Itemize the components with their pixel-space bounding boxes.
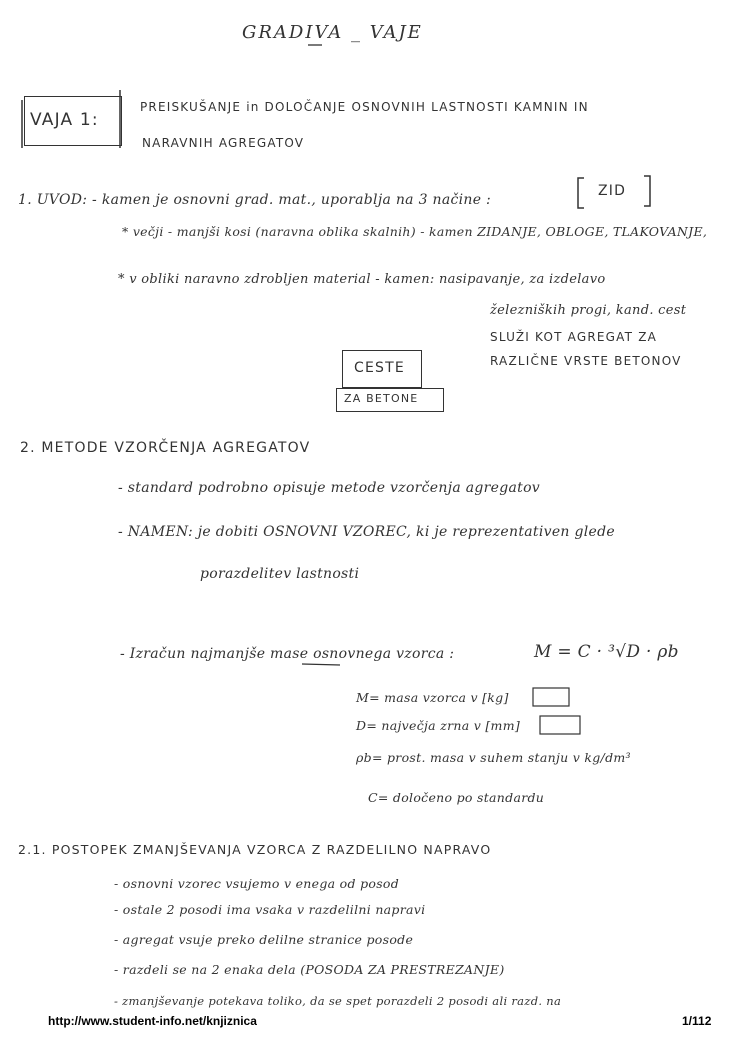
section-1-line3: železniških progi, kand. cest	[490, 303, 687, 318]
betone-label: ZA BETONE	[344, 392, 419, 405]
section-1-heading: 1. UVOD: - kamen je osnovni grad. mat., uporablja na 3 načine :	[18, 192, 492, 208]
section-2-1-line1: - osnovni vzorec vsujemo v enega od posod	[114, 876, 400, 891]
section-1-line4: SLUŽI KOT AGREGAT ZA	[490, 330, 658, 344]
section-2-1-line4: - razdeli se na 2 enaka dela (POSODA ZA PRESTREZANJE)	[114, 962, 505, 977]
section-2-line4: - Izračun najmanjše mase osnovnega vzorca :	[120, 646, 455, 662]
section-1-line5: RAZLIČNE VRSTE BETONOV	[490, 354, 682, 368]
section-2-1-line2: - ostale 2 posodi ima vsaka v razdelilni napravi	[114, 902, 426, 917]
section-2-1-line5: - zmanjševanje potekava toliko, da se spet porazdeli 2 posodi ali razd. na	[114, 994, 562, 1008]
section-2-line1: - standard podrobno opisuje metode vzorčenja agregatov	[118, 480, 541, 496]
vaja-title-line1: PREISKUŠANJE in DOLOČANJE OSNOVNIH LASTNOSTI KAMNIN IN	[140, 100, 589, 114]
zid-label: ZID	[598, 183, 627, 199]
definition-mass: M= masa vzorca v [kg]	[356, 690, 509, 705]
mass-formula: M = C · ³√D · ρb	[534, 642, 679, 662]
page-title: GRADIVA _ VAJE	[242, 22, 423, 43]
footer-page-number: 1/112	[682, 1014, 712, 1028]
section-2-line3: porazdelitev lastnosti	[200, 566, 360, 582]
footer-url: http://www.student-info.net/knjiznica	[48, 1014, 257, 1028]
vaja-title-line2: NARAVNIH AGREGATOV	[142, 136, 305, 150]
section-2-1-heading: 2.1. POSTOPEK ZMANJŠEVANJA VZORCA Z RAZDELILNO NAPRAVO	[18, 842, 492, 857]
definition-density: ρb= prost. masa v suhem stanju v kg/dm³	[356, 750, 631, 765]
section-1-line1: * večji - manjši kosi (naravna oblika skalnih) - kamen ZIDANJE, OBLOGE, TLAKOVANJE,	[122, 224, 708, 239]
section-2-line2: - NAMEN: je dobiti OSNOVNI VZOREC, ki je reprezentativen glede	[118, 524, 615, 540]
definition-c: C= določeno po standardu	[368, 790, 545, 805]
section-2-1-line3: - agregat vsuje preko delilne stranice posode	[114, 932, 414, 947]
section-2-heading: 2. METODE VZORČENJA AGREGATOV	[20, 440, 311, 456]
ceste-label: CESTE	[354, 360, 405, 376]
definition-grain: D= največja zrna v [mm]	[356, 718, 521, 733]
section-1-line2: * v obliki naravno zdrobljen material - kamen: nasipavanje, za izdelavo	[118, 272, 606, 287]
vaja-label: VAJA 1:	[30, 110, 99, 130]
